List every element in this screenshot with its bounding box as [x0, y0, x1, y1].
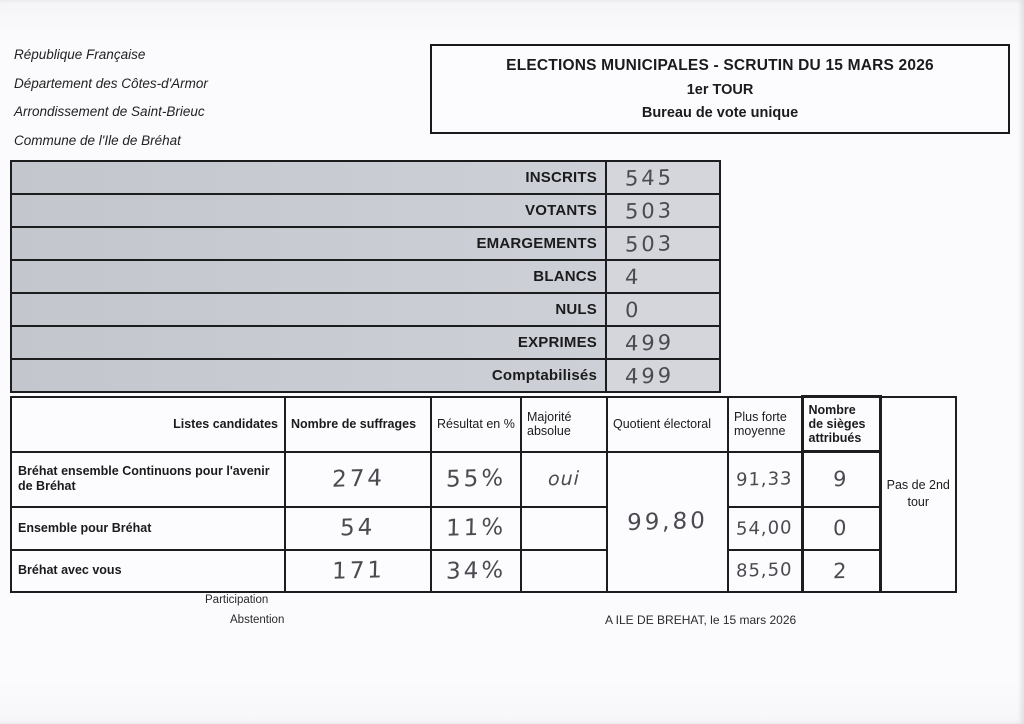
col-majorite-absolue: Majorité absolue [521, 397, 607, 452]
nuls-label: NULS [11, 293, 606, 326]
table-row [11, 293, 720, 326]
liste-2-resultat: 11% [445, 514, 507, 542]
results-header-row [11, 397, 956, 452]
liste-3-name: Bréhat avec vous [11, 550, 285, 592]
participation-label: Participation [205, 594, 269, 606]
polling-station: Bureau de vote unique [641, 105, 799, 121]
no-second-round-note: Pas de 2nd tour [880, 397, 956, 592]
candidate-lists-results-table [10, 395, 957, 593]
liste-2-sieges: 0 [832, 515, 850, 541]
liste-1-sieges: 9 [832, 467, 850, 492]
liste-2-plus-forte-moyenne: 54,00 [736, 516, 794, 540]
abstention-label: Abstention [230, 614, 285, 626]
col-quotient-electoral: Quotient électoral [607, 397, 728, 452]
liste-3-suffrages: 171 [331, 556, 385, 585]
comptabilises-label: Comptabilisés [11, 359, 606, 392]
liste-1-resultat: 55% [445, 465, 507, 493]
col-nombre-sieges: Nombre de sièges attribués [802, 397, 880, 452]
exprimes-label: EXPRIMES [11, 326, 606, 359]
commune-line: Commune de l'Ile de Bréhat [14, 132, 181, 148]
emargements-value: 503 [624, 230, 675, 257]
table-row [11, 507, 956, 550]
liste-1-plus-forte-moyenne: 91,33 [736, 467, 794, 491]
col-plus-forte-moyenne: Plus forte moyenne [728, 397, 802, 452]
liste-3-majorite-empty [521, 550, 607, 592]
emargements-label: EMARGEMENTS [11, 227, 606, 260]
table-row [11, 260, 720, 293]
arrondissement-line: Arrondissement de Saint-Brieuc [14, 104, 205, 119]
table-row [11, 161, 720, 194]
election-round: 1er TOUR [686, 82, 754, 98]
table-row [11, 359, 720, 392]
election-title: ELECTIONS MUNICIPALES - SCRUTIN DU 15 MARS 2026 [506, 57, 934, 74]
liste-3-resultat: 34% [445, 556, 507, 585]
liste-3-plus-forte-moyenne: 85,50 [736, 559, 794, 582]
col-listes-candidates: Listes candidates [11, 397, 285, 452]
administrative-header [14, 47, 208, 149]
election-title-box [430, 44, 1010, 134]
liste-2-name: Ensemble pour Bréhat [11, 507, 285, 550]
inscrits-label: INSCRITS [11, 161, 606, 194]
departement-line: Département des Côtes-d'Armor [14, 75, 208, 91]
table-row [11, 227, 720, 260]
blancs-value: 4 [624, 264, 642, 289]
quotient-electoral-value: 99,80 [626, 507, 709, 536]
vote-counts-table [10, 160, 721, 393]
nuls-value: 0 [624, 297, 642, 322]
liste-2-suffrages: 54 [340, 514, 376, 542]
blancs-label: BLANCS [11, 260, 606, 293]
table-row [11, 452, 956, 507]
votants-value: 503 [624, 197, 675, 224]
col-nombre-suffrages: Nombre de suffrages [285, 397, 431, 452]
liste-1-majorite: oui [547, 467, 581, 491]
table-row [11, 326, 720, 359]
liste-3-sieges: 2 [832, 558, 850, 583]
comptabilises-value: 499 [624, 362, 675, 389]
liste-2-majorite-empty [521, 507, 607, 550]
exprimes-value: 499 [624, 329, 675, 356]
votants-label: VOTANTS [11, 194, 606, 227]
republique-line: République Française [14, 47, 146, 62]
table-row [11, 194, 720, 227]
inscrits-value: 545 [624, 164, 675, 191]
col-resultat-pct: Résultat en % [431, 397, 521, 452]
table-row [11, 550, 956, 592]
place-and-date: A ILE DE BREHAT, le 15 mars 2026 [605, 613, 797, 627]
liste-1-name: Bréhat ensemble Continuons pour l'avenir de Bréhat [11, 452, 285, 507]
liste-1-suffrages: 274 [331, 465, 385, 493]
